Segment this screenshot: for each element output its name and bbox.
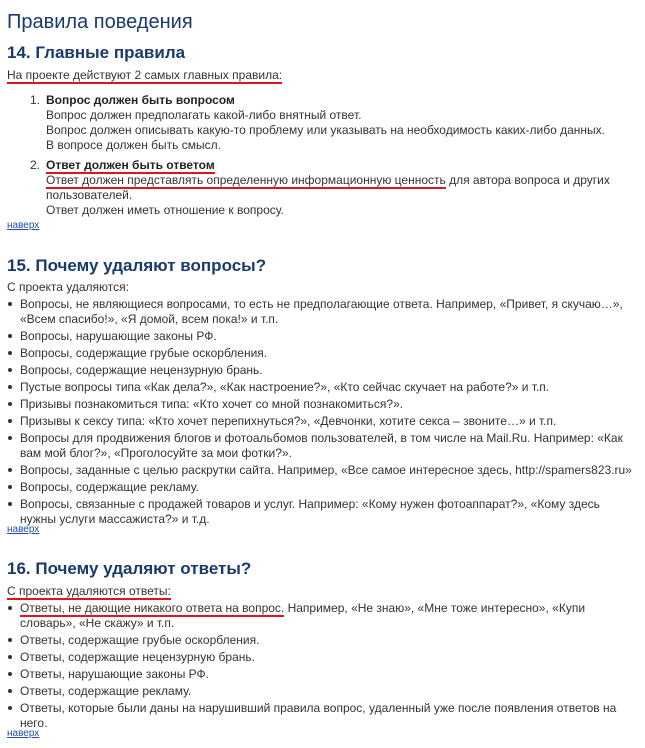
rule-line-underlined: Ответ должен представлять определенную информационную ценность <box>46 173 446 187</box>
rule-line <box>46 173 630 203</box>
section-15-title: 15. Почему удаляют вопросы? <box>7 256 267 275</box>
list-item: Пустые вопросы типа «Как дела?», «Как настроение?», «Кто сейчас скучает на работе?» и т.п. <box>7 380 632 395</box>
list-item-rest: Например, «Не знаю», «Мне тоже интересно», «Купи словарь», «Не скажу» и т.п. <box>20 601 586 630</box>
rule-heading: Ответ должен быть ответом <box>46 158 215 172</box>
section-14-intro <box>7 67 282 83</box>
list-item: Вопросы, заданные с целью раскрутки сайта. Например, «Все самое интересное здесь, http://spamers823.ru» <box>7 463 632 478</box>
rule-item <box>30 93 630 153</box>
section-15-intro: С проекта удаляются: <box>7 280 129 294</box>
page-title: Правила поведения <box>7 11 193 33</box>
rule-heading-wrap <box>46 158 630 173</box>
back-to-top-link[interactable]: наверх <box>7 220 40 231</box>
back-to-top-link[interactable]: наверх <box>7 728 40 739</box>
section-16-intro-text: С проекта удаляются ответы: <box>7 584 171 598</box>
list-item: Призывы познакомиться типа: «Кто хочет со мной познакомиться?». <box>7 397 632 412</box>
list-item: Вопросы, не являющиеся вопросами, то есть не предполагающие ответа. Например, «Привет, я скучаю…», «Всем спасибо!», «Я домой, всем пока!» и т.п. <box>7 297 632 327</box>
list-item: Вопросы для продвижения блогов и фотоальбомов пользователей, в том числе на Mail.Ru. Например: «Как вам мой блог?», «Проголосуйте за мои фотки?». <box>7 431 632 461</box>
list-item: Вопросы, содержащие грубые оскорбления. <box>7 346 632 361</box>
list-item: Ответы, содержащие грубые оскорбления. <box>7 633 632 648</box>
list-item: Призывы к сексу типа: «Кто хочет перепихнуться?», «Девчонки, хотите секса – звоните…» и т.п. <box>7 414 632 429</box>
list-item: Вопросы, содержащие нецензурную брань. <box>7 363 632 378</box>
section-14-title: 14. Главные правила <box>7 43 186 62</box>
section-14-intro-text: На проекте действуют 2 самых главных правила: <box>7 68 283 82</box>
list-item: Ответы, содержащие нецензурную брань. <box>7 650 632 665</box>
list-item: Ответы, содержащие рекламу. <box>7 684 632 699</box>
back-to-top-link[interactable]: наверх <box>7 524 40 535</box>
list-item: Ответы, которые были даны на нарушивший правила вопрос, удаленный уже после появления ответов на него. <box>7 701 632 731</box>
rule-number: 2. <box>30 158 41 172</box>
rule-heading: Вопрос должен быть вопросом <box>46 93 235 107</box>
list-item <box>7 601 632 631</box>
list-item: Вопросы, связанные с продажей товаров и услуг. Например: «Кому нужен фотоаппарат?», «Кому здесь нужны услуги массажиста?» и т.д. <box>7 497 632 527</box>
section-16-intro <box>7 583 171 599</box>
rule-line: В вопросе должен быть смысл. <box>46 138 221 152</box>
deleted-answers-list <box>7 601 632 733</box>
list-item-underlined: Ответы, не дающие никакого ответа на вопрос. <box>20 601 285 615</box>
deleted-questions-list <box>7 297 632 529</box>
list-item: Вопросы, содержащие рекламу. <box>7 480 632 495</box>
rule-number: 1. <box>30 93 41 107</box>
list-item: Ответы, нарушающие законы РФ. <box>7 667 632 682</box>
rule-line-rest: для автора вопроса и других пользователей. <box>46 173 610 202</box>
main-rules-list <box>30 93 630 223</box>
rule-line: Ответ должен иметь отношение к вопросу. <box>46 203 284 217</box>
rule-line: Вопрос должен предполагать какой-либо внятный ответ. <box>46 108 362 122</box>
rule-item <box>30 158 630 218</box>
list-item: Вопросы, нарушающие законы РФ. <box>7 329 632 344</box>
section-16-title: 16. Почему удаляют ответы? <box>7 559 252 578</box>
rule-line: Вопрос должен описывать какую-то проблему или указывать на необходимость каких-либо данных. <box>46 123 606 137</box>
